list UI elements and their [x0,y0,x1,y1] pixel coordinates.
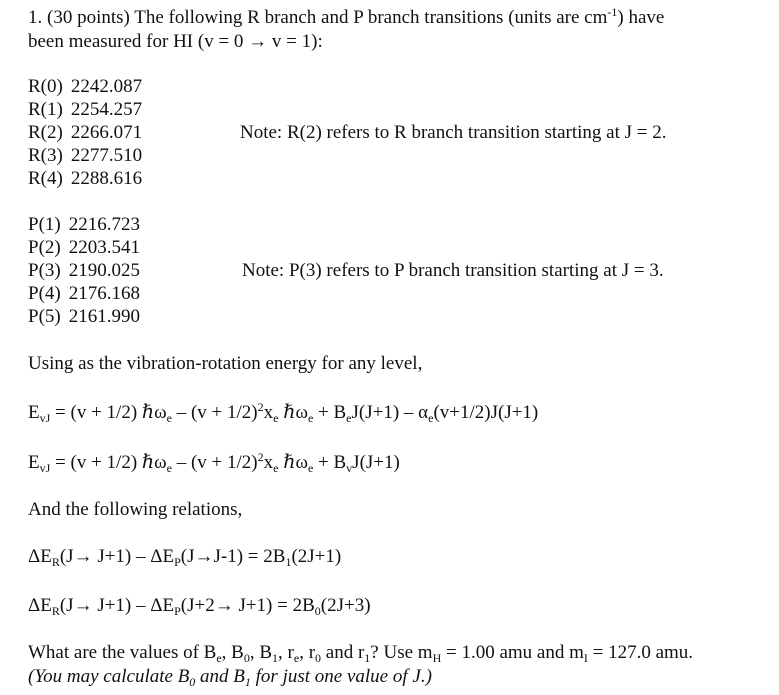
p-branch-row: P(4) 2176.168 [28,283,140,304]
r-branch-row: R(1) 2254.257 [28,99,143,120]
r-branch-note: Note: R(2) refers to R branch transition starting at J = 2. [240,122,667,143]
r-branch-row: R(2) 2266.071 [28,122,143,143]
relation-2: $\Delta E_R(J\to J+1) - \Delta E_P(J+2\to J+1) = 2B_0(2J+3)$ [28,595,371,618]
hint-text: (You may calculate $B_0$ and $B_1$ for just one value of J.) [28,666,432,689]
question-text: What are the values of $B_e$, $B_0$, $B_1$, $r_e$, $r_0$ and $r_1$? Use $m_H = 1.00$ amu and $m_I = 127.0$ amu. [28,642,694,665]
problem-statement-line2: been measured for HI (v = 0 → v = 1): [28,31,323,52]
p-branch-row: P(1) 2216.723 [28,214,140,235]
relations-text: And the following relations, [28,499,243,520]
r-branch-row: R(4) 2288.616 [28,168,143,189]
using-text: Using as the vibration-rotation energy for any level, [28,353,423,374]
p-branch-row: P(3) 2190.025 [28,260,140,281]
p-branch-row: P(2) 2203.541 [28,237,140,258]
r-branch-row: R(3) 2277.510 [28,145,143,166]
problem-statement-line1: 1. (30 points) The following R branch and P branch transitions (units are $cm^{-1}$) have [28,5,665,28]
p-branch-note: Note: P(3) refers to P branch transition starting at J = 3. [242,260,664,281]
p-branch-row: P(5) 2161.990 [28,306,140,327]
energy-equation-2: $E_{vJ} = (v + 1/2)$ ℏω$_e$ – $(v + 1/2)^2x_e$ ℏω$_e$ + $B_vJ(J+1)$ [28,450,400,475]
energy-equation-1: $E_{vJ} = (v + 1/2)$ ℏω$_e$ – $(v + 1/2)^2x_e$ ℏω$_e$ + $B_eJ(J+1) - \alpha_e(v+1/2)J(J+1)$ [28,400,539,425]
r-branch-row: R(0) 2242.087 [28,76,143,97]
relation-1: $\Delta E_R(J\to J+1) - \Delta E_P(J\to J-1) = 2B_1(2J+1)$ [28,546,342,569]
